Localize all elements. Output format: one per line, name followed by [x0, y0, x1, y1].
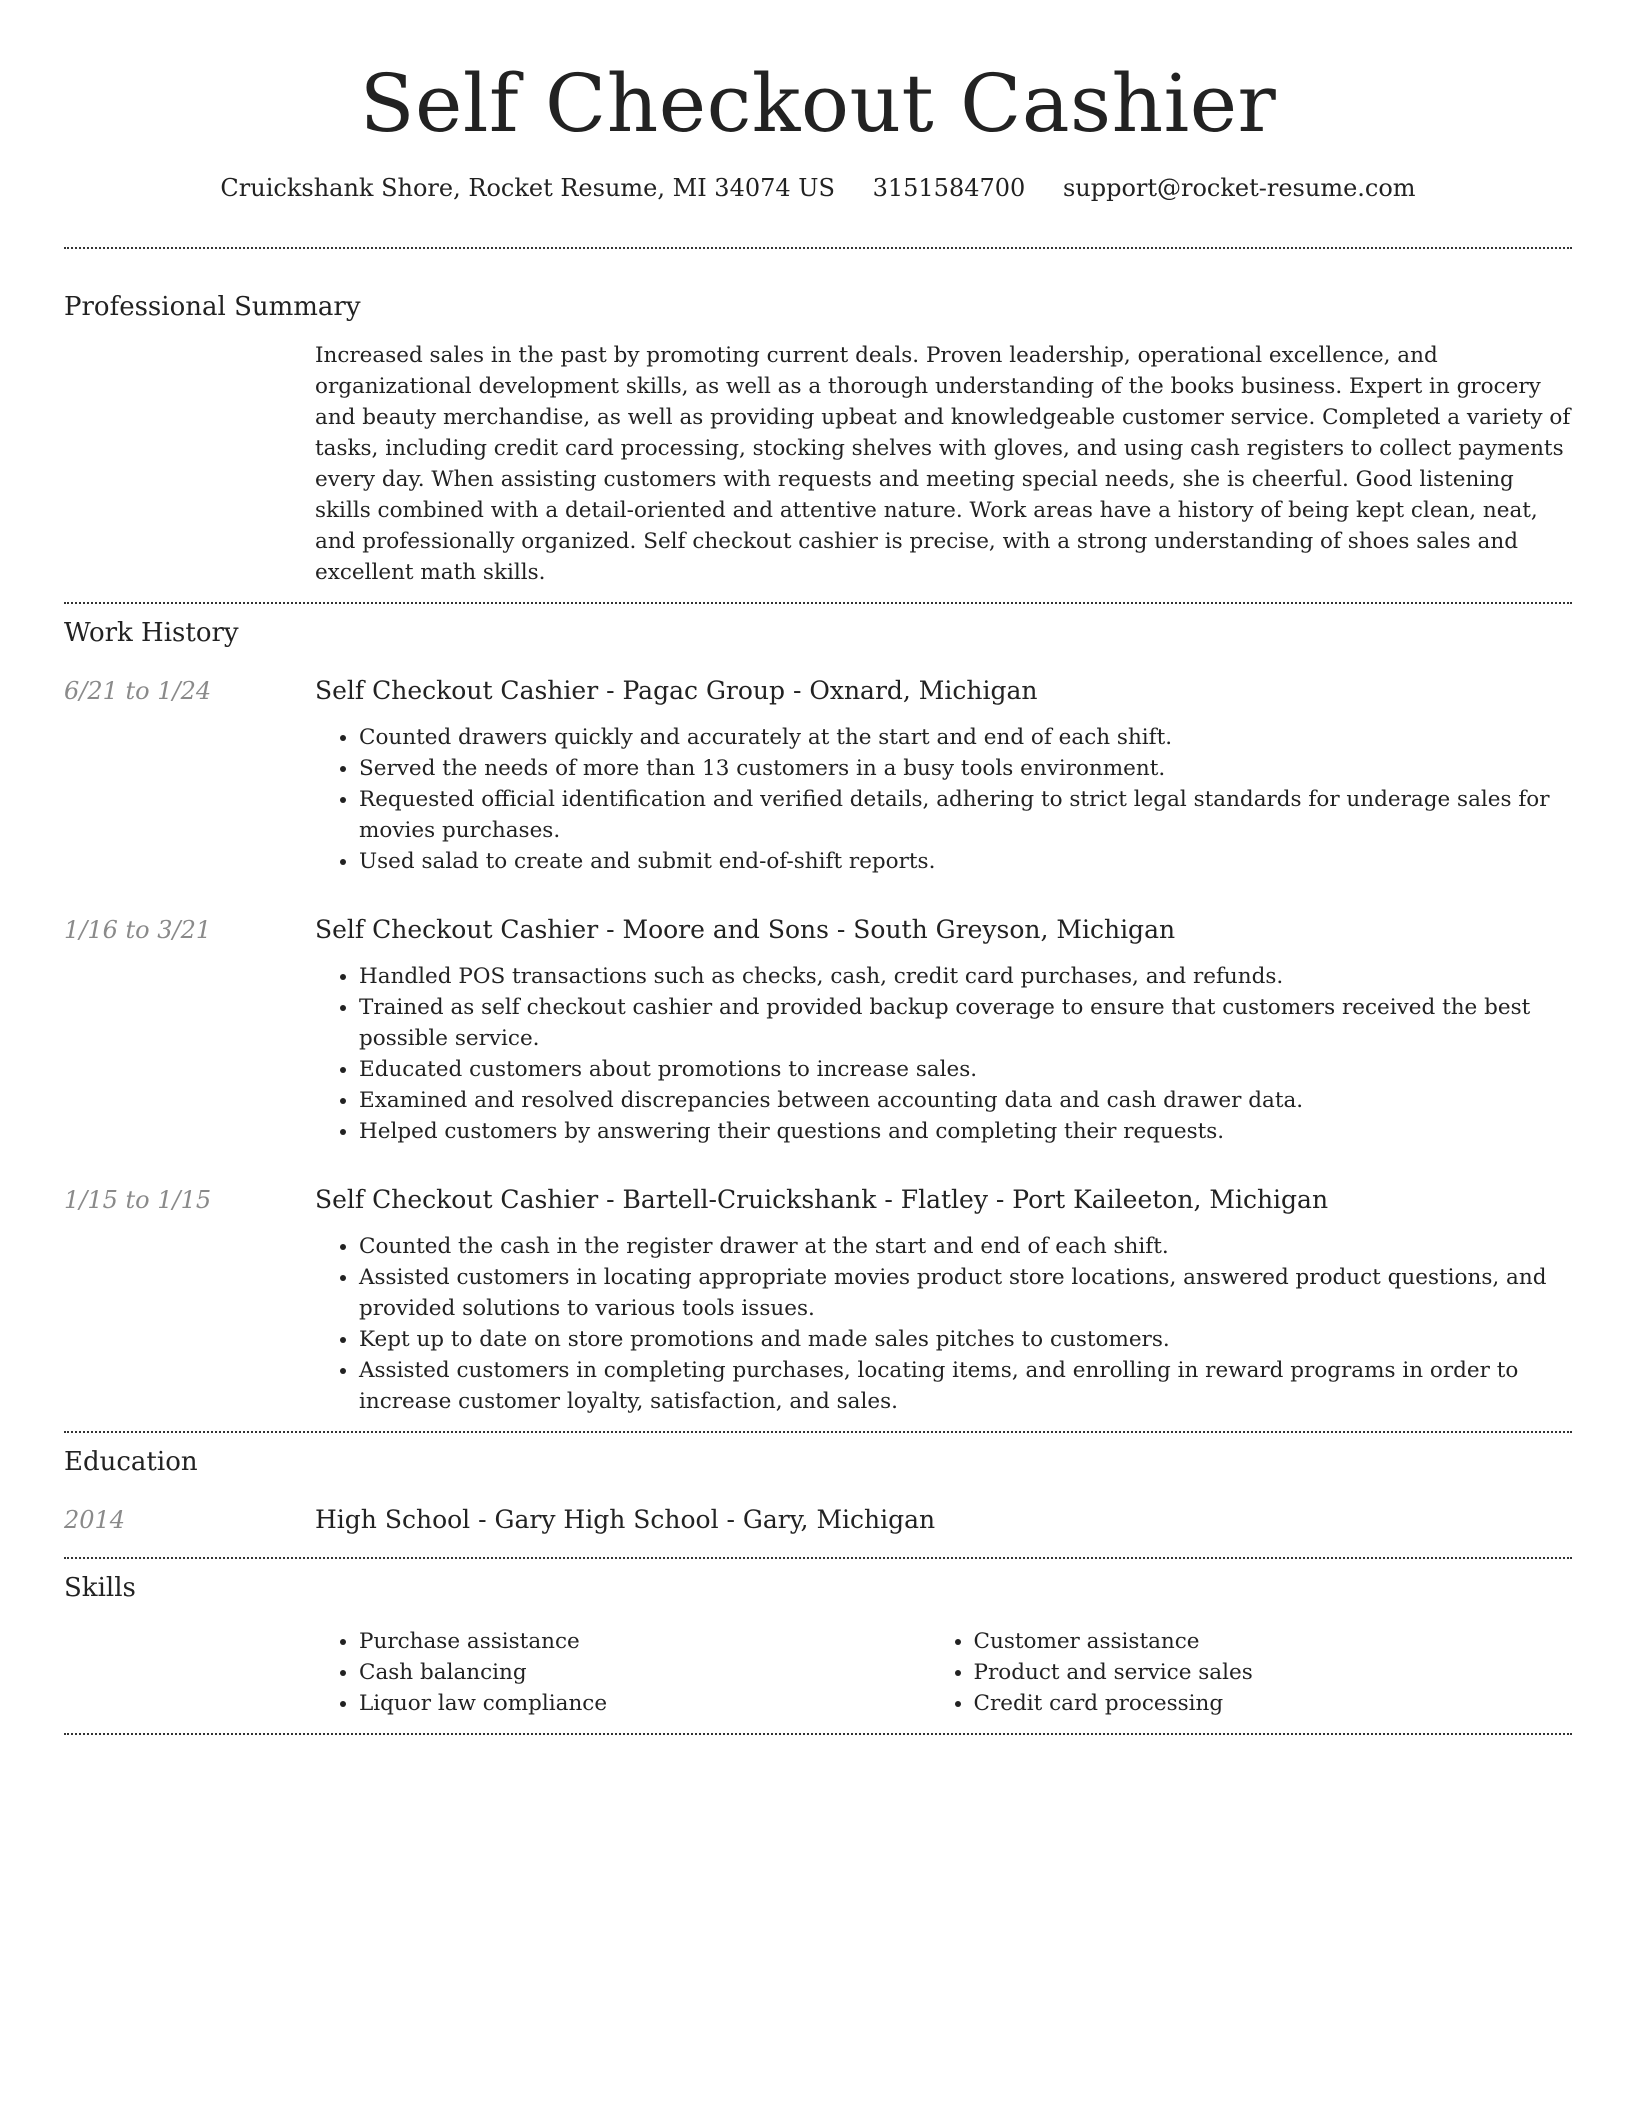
list-item: • Requested official identification and verified details, adhering to strict legal standards for underage sales for movies purchases.	[359, 784, 1572, 846]
summary-text: Increased sales in the past by promoting current deals. Proven leadership, operational excellence, and organizational development skills, as well as a thorough understanding of the books business. Expert in grocery and beauty merchandise, as well as providing upbeat and knowledgeable customer service. Completed a variety of tasks, including credit card processing, stocking shelves with gloves, and using cash registers to collect payments every day. When assisting customers with requests and meeting special needs, she is cheerful. Good listening skills combined with a detail-oriented and attentive nature. Work areas have a history of being kept clean, neat, and professionally organized. Self checkout cashier is precise, with a strong understanding of shoes sales and excellent math skills.	[315, 343, 1571, 585]
skill-item: • Purchase assistance	[359, 1626, 930, 1657]
section-divider	[64, 602, 1572, 604]
contact-email: support@rocket-resume.com	[1062, 174, 1416, 202]
list-item: • Counted the cash in the register drawer at the start and end of each shift.	[359, 1231, 1572, 1262]
work-history-heading: Work History	[64, 618, 239, 648]
education-entry	[64, 1503, 1572, 1537]
list-item: • Served the needs of more than 13 customers in a busy tools environment.	[359, 753, 1572, 784]
section-divider	[64, 1733, 1572, 1735]
section-divider	[64, 247, 1572, 249]
skills-heading: Skills	[64, 1573, 136, 1603]
contact-address: Cruickshank Shore, Rocket Resume, MI 34074 US	[220, 174, 835, 202]
contact-phone: 3151584700	[872, 174, 1026, 202]
skill-item: • Product and service sales	[974, 1657, 1572, 1688]
list-item: • Counted drawers quickly and accurately at the start and end of each shift.	[359, 722, 1572, 753]
skill-item: • Cash balancing	[359, 1657, 930, 1688]
list-item: • Kept up to date on store promotions and made sales pitches to customers.	[359, 1324, 1572, 1355]
job-details	[315, 913, 1572, 1147]
job-title: Self Checkout Cashier - Pagac Group - Oxnard, Michigan	[315, 676, 1038, 705]
job-entry	[64, 1183, 1572, 1417]
list-item: • Helped customers by answering their questions and completing their requests.	[359, 1116, 1572, 1147]
job-dates: 6/21 to 1/24	[64, 677, 212, 705]
job-dates: 1/16 to 3/21	[64, 916, 212, 944]
education-heading: Education	[64, 1447, 198, 1477]
job-entry	[64, 913, 1572, 1147]
section-divider	[64, 1431, 1572, 1433]
education-year: 2014	[64, 1506, 126, 1534]
list-item: • Assisted customers in completing purchases, locating items, and enrolling in reward programs in order to increase customer loyalty, satisfaction, and sales.	[359, 1355, 1572, 1417]
skills-column-right	[930, 1626, 1572, 1719]
section-divider	[64, 1557, 1572, 1559]
list-item: • Assisted customers in locating appropriate movies product store locations, answered product questions, and provided solutions to various tools issues.	[359, 1262, 1572, 1324]
job-title: Self Checkout Cashier - Moore and Sons - South Greyson, Michigan	[315, 915, 1176, 944]
education-degree: High School - Gary High School - Gary, Michigan	[315, 1505, 936, 1534]
list-item: • Handled POS transactions such as checks, cash, credit card purchases, and refunds.	[359, 961, 1572, 992]
job-bullets	[315, 722, 1572, 877]
skill-item: • Customer assistance	[974, 1626, 1572, 1657]
candidate-name: Self Checkout Cashier	[359, 57, 1277, 150]
skills-column-left	[315, 1626, 930, 1719]
list-item: • Used salad to create and submit end-of-shift reports.	[359, 846, 1572, 877]
job-title: Self Checkout Cashier - Bartell-Cruickshank - Flatley - Port Kaileeton, Michigan	[315, 1185, 1329, 1214]
resume-page	[64, 0, 1572, 1735]
job-dates: 1/15 to 1/15	[64, 1186, 212, 1214]
skill-item: • Credit card processing	[974, 1688, 1572, 1719]
job-bullets	[315, 961, 1572, 1147]
job-entry	[64, 674, 1572, 877]
list-item: • Trained as self checkout cashier and provided backup coverage to ensure that customers received the best possible service.	[359, 992, 1572, 1054]
summary-heading: Professional Summary	[64, 292, 361, 322]
contact-line	[64, 172, 1572, 204]
job-details	[315, 1183, 1572, 1417]
job-details	[315, 674, 1572, 877]
job-bullets	[315, 1231, 1572, 1417]
skill-item: • Liquor law compliance	[359, 1688, 930, 1719]
list-item: • Educated customers about promotions to increase sales.	[359, 1054, 1572, 1085]
list-item: • Examined and resolved discrepancies between accounting data and cash drawer data.	[359, 1085, 1572, 1116]
skills-list	[315, 1626, 1572, 1719]
